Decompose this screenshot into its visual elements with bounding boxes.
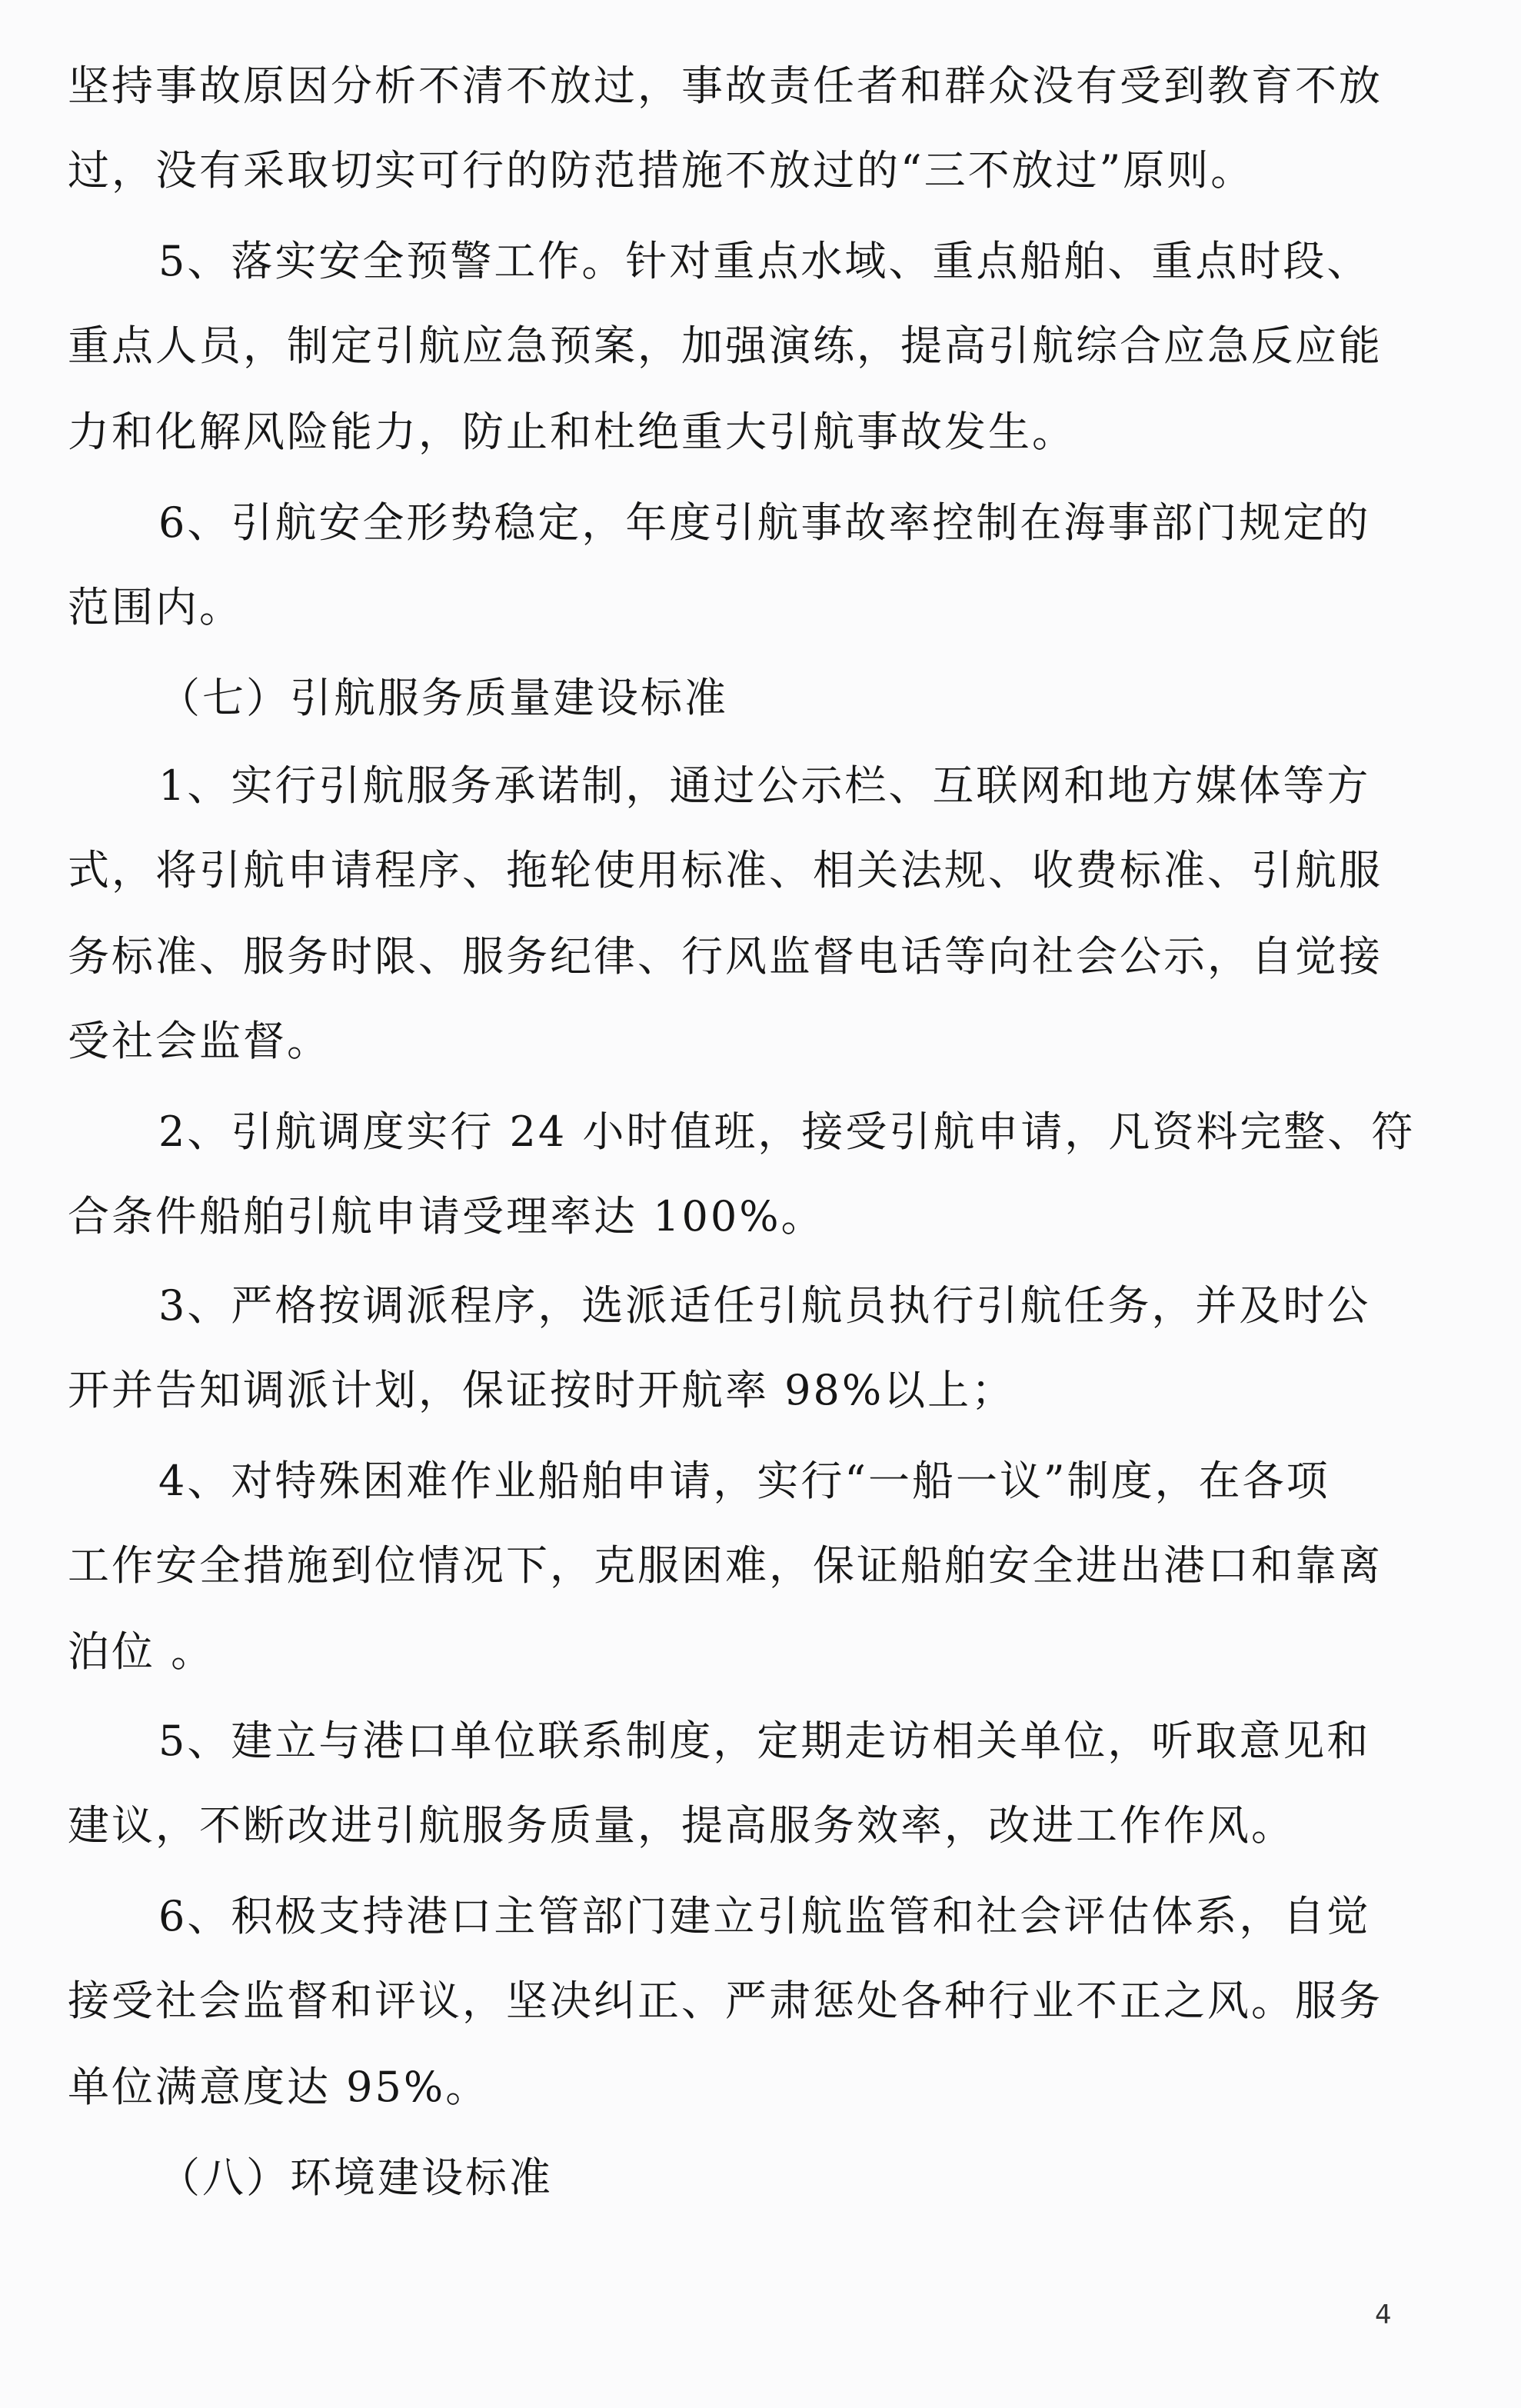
text-line: 6、引航安全形势稳定，年度引航事故率控制在海事部门规定的 [158,498,1371,547]
text-line: 开并告知调派计划，保证按时开航率 98%以上； [68,1366,1016,1414]
text-line: 务标准、服务时限、服务纪律、行风监督电话等向社会公示，自觉接 [68,932,1383,981]
text-line: 3、严格按调派程序，选派适任引航员执行引航任务，并及时公 [158,1281,1371,1330]
text-line: 坚持事故原因分析不清不放过，事故责任者和群众没有受到教育不放 [68,62,1383,110]
text-line: 接受社会监督和评议，坚决纠正、严肃惩处各种行业不正之风。服务 [68,1977,1383,2025]
text-line: 泊位 。 [68,1627,215,1676]
text-line: 范围内。 [68,583,243,631]
page-number: 4 [1375,2300,1392,2330]
text-line: 单位满意度达 95%。 [68,2063,490,2111]
text-line: 式，将引航申请程序、拖轮使用标准、相关法规、收费标准、引航服 [68,846,1383,894]
text-line: 4、对特殊困难作业船舶申请，实行“一船一议”制度，在各项 [158,1457,1330,1505]
text-line: 建议，不断改进引航服务质量，提高服务效率，改进工作作风。 [68,1801,1295,1850]
text-line: 1、实行引航服务承诺制，通过公示栏、互联网和地方媒体等方 [158,761,1371,810]
text-line: 合条件船舶引航申请受理率达 100%。 [68,1192,825,1241]
text-line: 重点人员，制定引航应急预案，加强演练，提高引航综合应急反应能 [68,321,1383,370]
text-line: 受社会监督。 [68,1017,331,1065]
text-line: 工作安全措施到位情况下，克服困难，保证船舶安全进出港口和靠离 [68,1541,1383,1590]
text-line: 2、引航调度实行 24 小时值班，接受引航申请，凡资料完整、符 [158,1107,1416,1156]
text-line: 5、建立与港口单位联系制度，定期走访相关单位，听取意见和 [158,1717,1371,1765]
text-line: 过，没有采取切实可行的防范措施不放过的“三不放过”原则。 [68,146,1255,195]
text-line: 6、积极支持港口主管部门建立引航监管和社会评估体系，自觉 [158,1892,1371,1940]
text-line: 力和化解风险能力，防止和杜绝重大引航事故发生。 [68,408,1076,456]
section-heading: （七）引航服务质量建设标准 [158,674,728,722]
section-heading: （八）环境建设标准 [158,2153,553,2202]
text-line: 5、落实安全预警工作。针对重点水域、重点船舶、重点时段、 [158,237,1371,285]
